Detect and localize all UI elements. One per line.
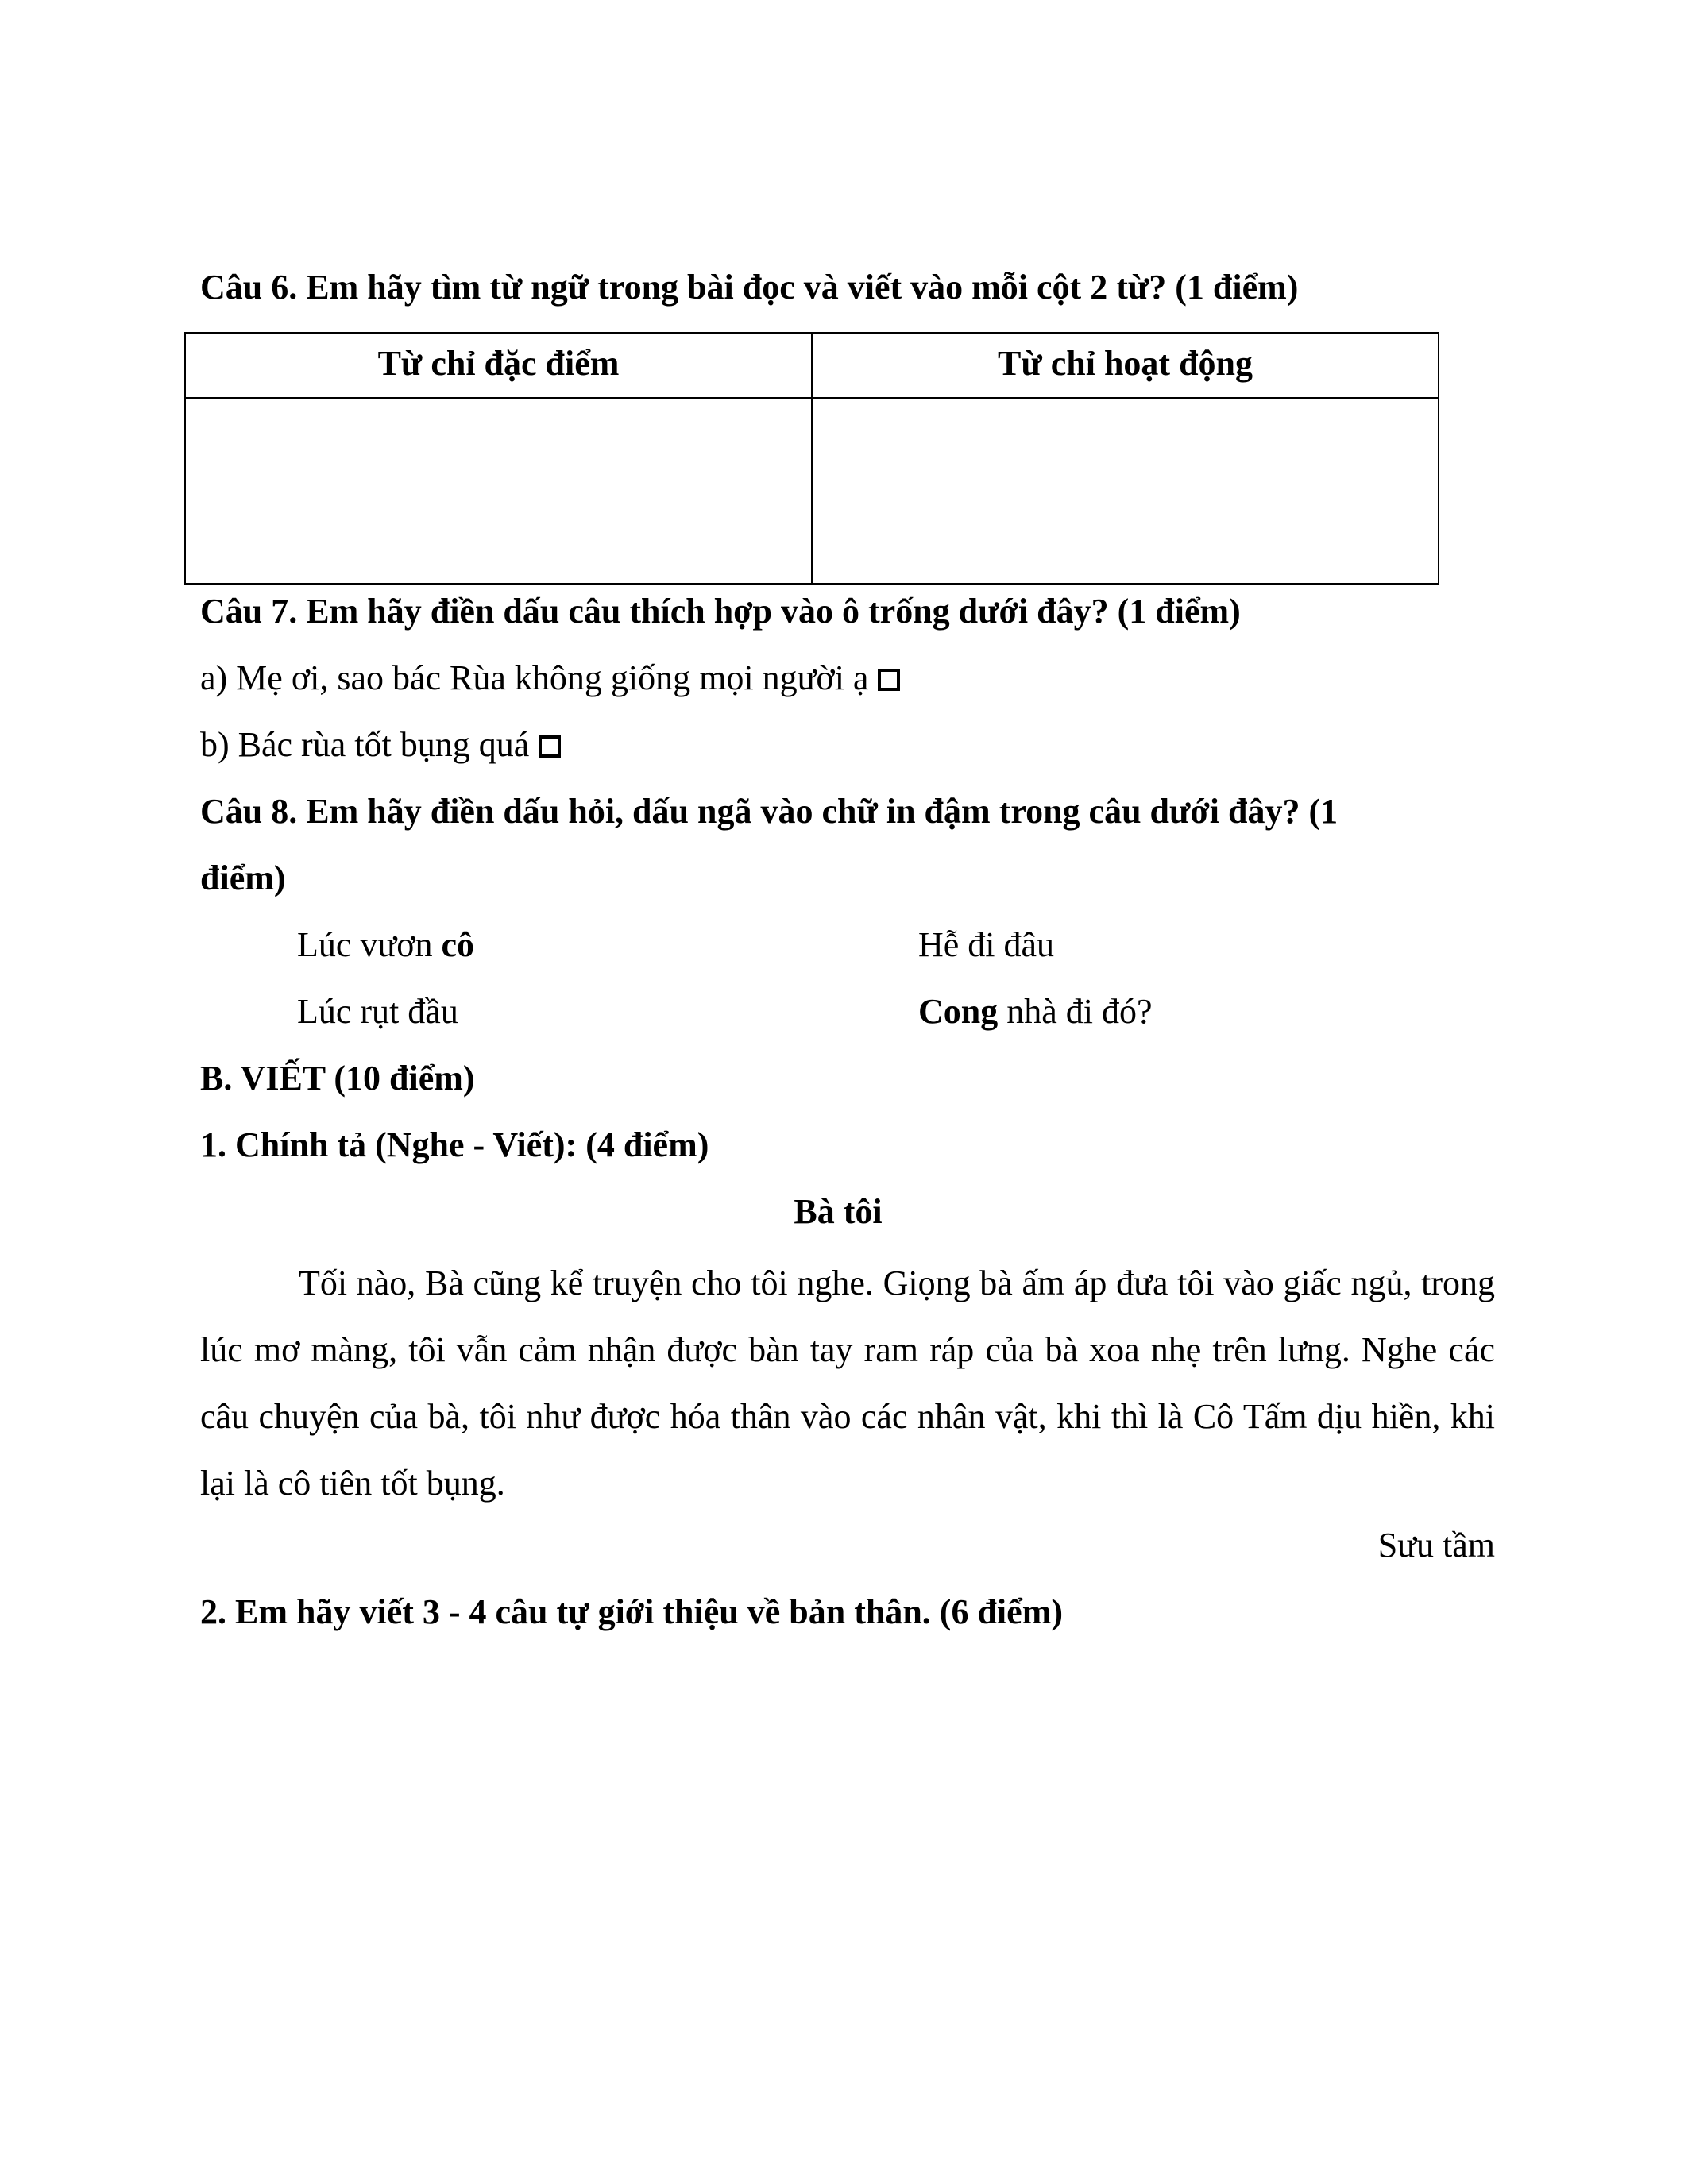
- question-2-title: 2. Em hãy viết 3 - 4 câu tự giới thiệu về bản thân. (6 điểm): [200, 1592, 1063, 1631]
- question-7-item-a: [200, 658, 900, 697]
- poem-line-4-bold-word: Cong: [918, 992, 999, 1031]
- item-a-text: a) Mẹ ơi, sao bác Rùa không giống mọi người ạ: [200, 658, 869, 697]
- passage-paragraph: [200, 1250, 1495, 1517]
- question-7-title: Câu 7. Em hãy điền dấu câu thích hợp vào ô trống dưới đây? (1 điểm): [200, 592, 1241, 631]
- item-b-text: b) Bác rùa tốt bụng quá: [200, 725, 530, 764]
- question-6-title: Câu 6. Em hãy tìm từ ngữ trong bài đọc và viết vào mỗi cột 2 từ? (1 điểm): [200, 268, 1299, 307]
- poem-line-4-text: nhà đi đó?: [998, 992, 1153, 1031]
- question-8-title-line1: Câu 8. Em hãy điền dấu hỏi, dấu ngã vào chữ in đậm trong câu dưới đây? (1: [200, 792, 1338, 831]
- answer-cell-activity[interactable]: [812, 398, 1439, 584]
- passage-text: Tối nào, Bà cũng kể truyện cho tôi nghe. Giọng bà ấm áp đưa tôi vào giấc ngủ, trong lúc mơ màng, tôi vẫn cảm nhận được bàn tay ram ráp của bà xoa nhẹ trên lưng. Nghe các câu chuyện của bà, tôi như được hóa thân vào các nhân vật, khi thì là Cô Tấm dịu hiền, khi lại là cô tiên tốt bụng.: [200, 1264, 1495, 1503]
- question-8-title-line2: điểm): [200, 859, 286, 897]
- question-7-item-b: [200, 727, 561, 762]
- dictation-title: 1. Chính tả (Nghe - Viết): (4 điểm): [200, 1125, 709, 1164]
- poem-line-4: [918, 994, 1153, 1029]
- passage-source: Sưu tầm: [1377, 1526, 1495, 1565]
- poem-line-1-text: Lúc vươn: [297, 925, 442, 964]
- poem-line-1-bold-word: cô: [441, 925, 475, 964]
- poem-line-2: Lúc rụt đầu: [297, 992, 458, 1031]
- header-activity-words: Từ chỉ hoạt động: [812, 333, 1439, 398]
- answer-box-a[interactable]: [878, 669, 900, 691]
- section-b-title: B. VIẾT (10 điểm): [200, 1059, 475, 1098]
- header-characteristic-words: Từ chỉ đặc điểm: [185, 333, 812, 398]
- word-table: [184, 332, 1439, 585]
- answer-box-b[interactable]: [539, 735, 561, 758]
- answer-cell-characteristic[interactable]: [185, 398, 812, 584]
- poem-line-3: Hễ đi đâu: [918, 925, 1055, 964]
- passage-title: Bà tôi: [794, 1192, 883, 1231]
- poem-line-1: [297, 925, 475, 964]
